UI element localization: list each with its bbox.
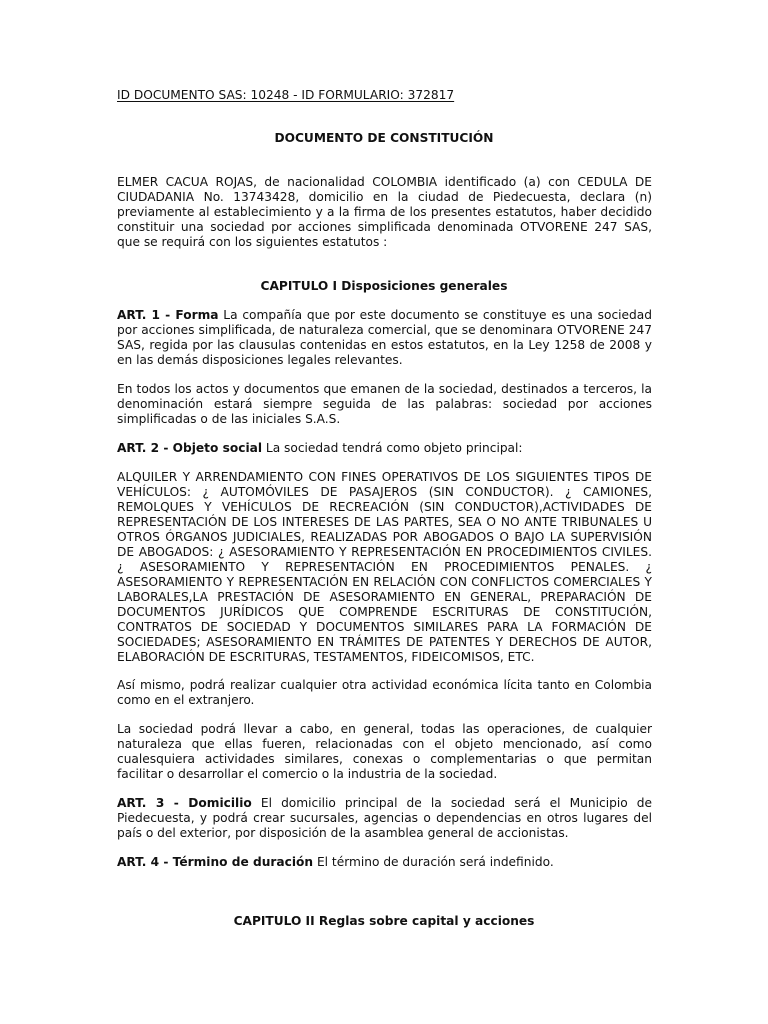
document-id-header: ID DOCUMENTO SAS: 10248 - ID FORMULARIO: 372817 [117,88,455,102]
art-3-label: ART. 3 - Domicilio [117,796,252,810]
art-1-paragraph [117,308,652,368]
art-3-paragraph [117,796,652,841]
art-2-text: La sociedad tendrá como objeto principal: [262,441,523,455]
art-4-text: El término de duración será indefinido. [313,855,554,869]
art-1-text: La compañía que por este documento se constituye es una sociedad por acciones simplificada, de naturaleza comercial, que se denominara OTVORENE 247 SAS, regida por las clausulas contenidas en estos estatutos, en la Ley 1258 de 2008 y en las demás disposiciones legales relevantes. [117,308,652,367]
art-1-second-paragraph: En todos los actos y documentos que emanen de la sociedad, destinados a terceros, la denominación estará siempre seguida de las palabras: sociedad por acciones simplificadas o de las iniciales S.A.S. [117,382,652,426]
art-2-object-list: ALQUILER Y ARRENDAMIENTO CON FINES OPERATIVOS DE LOS SIGUIENTES TIPOS DE VEHÍCULOS: ¿ AUTOMÓVILES DE PASAJEROS (SIN CONDUCTOR). ¿ CAMIONES, REMOLQUES Y VEHÍCULOS DE RECREACIÓN (SIN CONDUCTOR),ACTIVIDADES DE REPRESENTACIÓN DE LOS INTERESES DE LAS PARTES, SEA O NO ANTE TRIBUNALES U OTROS ÓRGANOS JUDICIALES, REALIZADAS POR ABOGADOS O BAJO LA SUPERVISIÓN DE ABOGADOS: ¿ ASESORAMIENTO Y REPRESENTACIÓN EN PROCEDIMIENTOS CIVILES. ¿ ASESORAMIENTO Y REPRESENTACIÓN EN PROCEDIMIENTOS PENALES. ¿ ASESORAMIENTO Y REPRESENTACIÓN EN RELACIÓN CON CONFLICTOS COMERCIALES Y LABORALES,LA PRESTACIÓN DE ASESORAMIENTO EN GENERAL, PREPARACIÓN DE DOCUMENTOS JURÍDICOS QUE COMPRENDE ESCRITURAS DE CONSTITUCIÓN, CONTRATOS DE SOCIEDAD Y DOCUMENTOS SIMILARES PARA LA FORMACIÓN DE SOCIEDADES; ASESORAMIENTO EN TRÁMITES DE PATENTES Y DERECHOS DE AUTOR, ELABORACIÓN DE ESCRITURAS, TESTAMENTOS, FIDEICOMISOS, ETC. [117,470,652,664]
art-4-paragraph [117,855,652,870]
art-2-fourth-paragraph: La sociedad podrá llevar a cabo, en general, todas las operaciones, de cualquier naturaleza que ellas fueren, relacionadas con el objeto mencionado, así como cualesquiera actividades similares, conexas o complementarias o que permitan facilitar o desarrollar el comercio o la industria de la sociedad. [117,722,652,781]
art-4-label: ART. 4 - Término de duración [117,855,314,869]
intro-paragraph: ELMER CACUA ROJAS, de nacionalidad COLOMBIA identificado (a) con CEDULA DE CIUDADANIA No. 13743428, domicilio en la ciudad de Piedecuesta, declara (n) previamente al establecimiento y a la firma de los presentes estatutos, haber decidido constituir una sociedad por acciones simplificada denominada OTVORENE 247 SAS, que se requirá con los siguientes estatutos : [117,175,652,249]
art-2-label: ART. 2 - Objeto social [117,441,263,455]
art-3-text: El domicilio principal de la sociedad será el Municipio de Piedecuesta, y podrá crear sucursales, agencias o dependencias en otros lugares del país o del exterior, por disposición de la asamblea general de accionistas. [117,796,653,840]
art-2-third-paragraph: Así mismo, podrá realizar cualquier otra actividad económica lícita tanto en Colombia como en el extranjero. [117,678,652,707]
document-title: DOCUMENTO DE CONSTITUCIÓN [274,131,494,145]
chapter-2-title: CAPITULO II Reglas sobre capital y acciones [233,914,535,928]
art-1-label: ART. 1 - Forma [117,308,219,322]
chapter-1-title: CAPITULO I Disposiciones generales [260,279,508,293]
art-2-paragraph [117,441,652,456]
